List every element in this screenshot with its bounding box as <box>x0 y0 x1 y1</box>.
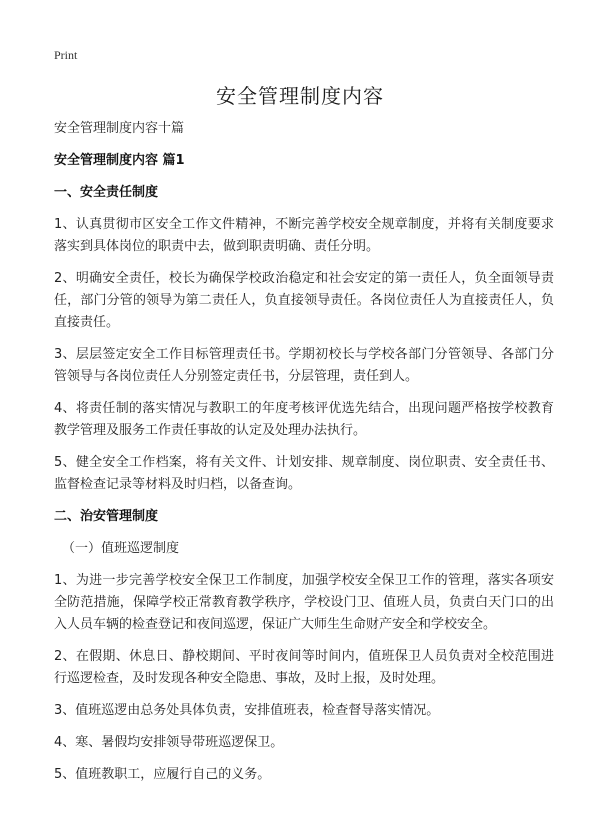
section-heading-1: 一、安全责任制度 <box>54 185 159 200</box>
paragraph-2-4: 4、寒、暑假均安排领导带班巡逻保卫。 <box>54 735 284 750</box>
paragraph-1-4: 4、将责任制的落实情况与教职工的年度考核评优选先结合，出现问题严格按学校教育教学管理及服务工作责任事故的认定及处理办法执行。 <box>54 401 554 438</box>
paragraph-2-5: 5、值班教职工，应履行自己的义务。 <box>54 767 271 782</box>
article-heading: 安全管理制度内容 篇1 <box>54 153 185 168</box>
paragraph-1-1: 1、认真贯彻市区安全工作文件精神，不断完善学校安全规章制度，并将有关制度要求落实到具体岗位的职责中去，做到职责明确、责任分明。 <box>54 217 554 254</box>
paragraph-2-1: 1、为进一步完善学校安全保卫工作制度，加强学校安全保卫工作的管理，落实各项安全防范措施，保障学校正常教育教学秩序，学校设门卫、值班人员，负责白天门口的出入人员车辆的检查登记和夜间巡逻，保证广大师生生命财产安全和学校安全。 <box>54 573 554 632</box>
paragraph-1-2: 2、明确安全责任，校长为确保学校政治稳定和社会安定的第一责任人，负全面领导责任，部门分管的领导为第二责任人，负直接领导责任。各岗位责任人为直接责任人，负直接责任。 <box>54 271 554 330</box>
paragraph-2-3: 3、值班巡逻由总务处具体负责，安排值班表，检查督导落实情况。 <box>54 703 440 718</box>
page-title: 安全管理制度内容 <box>216 84 384 108</box>
document-body <box>54 118 554 796</box>
subsection-heading: （一）值班巡逻制度 <box>62 541 180 556</box>
paragraph-1-5: 5、健全安全工作档案，将有关文件、计划安排、规章制度、岗位职责、安全责任书、监督检查记录等材料及时归档，以备查询。 <box>54 455 554 492</box>
document-subtitle: 安全管理制度内容十篇 <box>54 121 185 136</box>
paragraph-2-2: 2、在假期、休息日、静校期间、平时夜间等时间内，值班保卫人员负责对全校范围进行巡逻检查，及时发现各种安全隐患、事故，及时上报，及时处理。 <box>54 649 554 686</box>
paragraph-1-3: 3、层层签定安全工作目标管理责任书。学期初校长与学校各部门分管领导、各部门分管领导与各岗位责任人分别签定责任书，分层管理，责任到人。 <box>54 347 554 384</box>
print-link[interactable]: Print <box>54 48 78 62</box>
section-heading-2: 二、治安管理制度 <box>54 509 159 524</box>
